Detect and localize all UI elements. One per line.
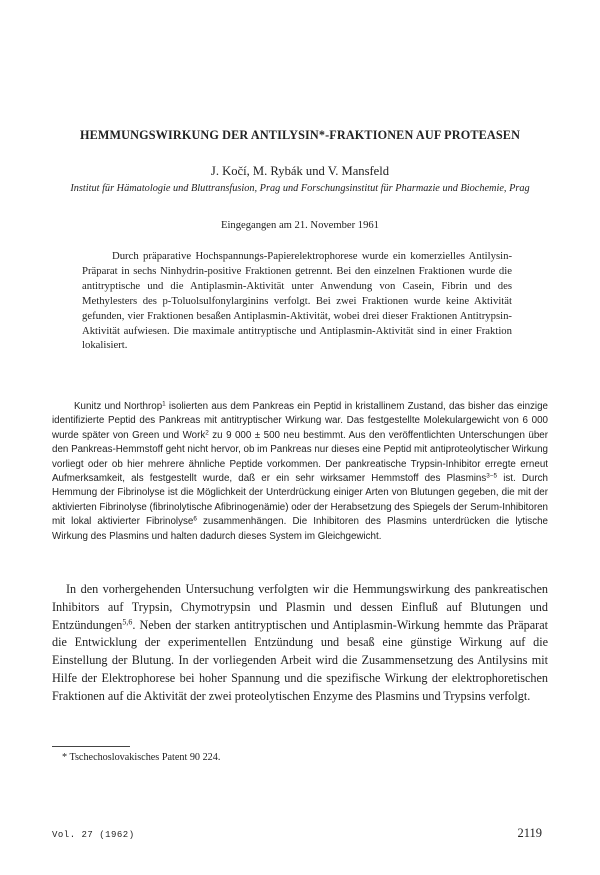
reference-marker: 5,6 [122, 617, 133, 627]
body-text-1: In den vorhergehenden Untersuchung verfolgten wir die Hemmungswirkung des pankreatischen Inhibitors auf Trypsin, Chymotrypsin und Plasmin und dessen Einfluß auf Blutungen und Entzündungen [52, 582, 548, 632]
body-paragraph [52, 581, 548, 706]
page-number: 2119 [517, 826, 542, 840]
affiliation: Institut für Hämatologie und Bluttransfusion, Prag und Forschungsinstitut für Pharmazie und Biochemie, Prag [70, 183, 530, 194]
abstract-paragraph: Durch präparative Hochspannungs-Papierelektrophorese wurde ein komerzielles Antilysin-Präparat in sechs Ninhydrin-positive Fraktionen getrennt. Bei den einzelnen Fraktionen wurde die antitryptische und die Antiplasmin-Aktivität unter Anwendung von Casein, Fibrin und des Methylesters des p-Toluolsulfonylarginins verfolgt. Bei zwei Fraktionen wurde keine Aktivität gefunden, vier Fraktionen besaßen Antiplasmin-Aktivität, wobei drei dieser Fraktionen Antitrypsin-Aktivität aufwiesen. Die maximale antitryptische und Antiplasmin-Aktivität sind in einer Fraktion lokalisiert. [82, 250, 512, 352]
reference-marker: 3−5 [486, 472, 498, 480]
body-text-2: . Neben der starken antitryptischen und Antiplasmin-Wirkung hemmte das Präparat die Entwicklung der experimentellen Entzündung und besaß eine günstige Wirkung auf die Einstellung der Blutung. In der vorliegenden Arbeit wird die Zusammensetzung des Antilysins mit Hilfe der Elektrophorese bei hoher Spannung und die spezifische Wirkung der elektrophoretischen Fraktionen auf die Aktivität der zwei proteolytischen Enzyme des Plasmins und Trypsins verfolgt. [52, 617, 548, 703]
introduction-paragraph [52, 400, 548, 544]
footnote: * Tschechoslovakisches Patent 90 224. [62, 752, 221, 763]
author-line: J. Kočí, M. Rybák und V. Mansfeld [210, 164, 390, 178]
received-date: Eingegangen am 21. November 1961 [221, 220, 379, 231]
intro-text-5: zusammenhängen. Die Inhibitoren des Plasmins unterdrücken die lytische Wirkung des Plasmins und halten dadurch dieses System im Gleichgewicht. [52, 516, 548, 542]
intro-text-3: zu 9 000 ± 500 neu bestimmt. Aus den veröffentlichten Unterschungen über den Pankreas-Hemmstoff geht nicht hervor, ob im Pankreas nur dieses eine Peptid mit antiproteolytischer Wirkung vorliegt oder ob hier mehrere ähnliche Peptide vorkommen. Der pankreatische Trypsin-Inhibitor erregte erneut Aufmerksamkeit, als festgestellt wurde, daß er ein sehr wirksamer Hemmstoff des Plasmins [52, 429, 548, 485]
journal-volume: Vol. 27 (1962) [52, 830, 135, 840]
reference-marker: 6 [193, 515, 197, 523]
reference-marker: 2 [205, 429, 209, 437]
reference-marker: 1 [162, 400, 166, 408]
intro-text-4: ist. Durch Hemmung der Fibrinolyse ist die Möglichkeit der Unterdrückung einiger Arten von Blutungen gegeben, die mit der aktivierten Fibrinolyse (fibrinolytische Afibrinogenämie) oder der Herabsetzung des Spiegels der Serum-Inhibitoren mit lokal aktivierter Fibrinolyse [52, 473, 548, 528]
intro-text-2: isolierten aus dem Pankreas ein Peptid in kristallinem Zustand, das bisher das einzige identifizierte Peptid des Pankreas mit antitryptischer Wirkung war. Das festgestellte Molekulargewicht von 6 000 wurde später von Green und Work [52, 401, 549, 441]
intro-text-1: Kunitz und Northrop [74, 401, 163, 412]
footnote-divider [52, 746, 130, 747]
article-title: HEMMUNGSWIRKUNG DER ANTILYSIN*-FRAKTIONEN AUF PROTEASEN [79, 128, 521, 142]
